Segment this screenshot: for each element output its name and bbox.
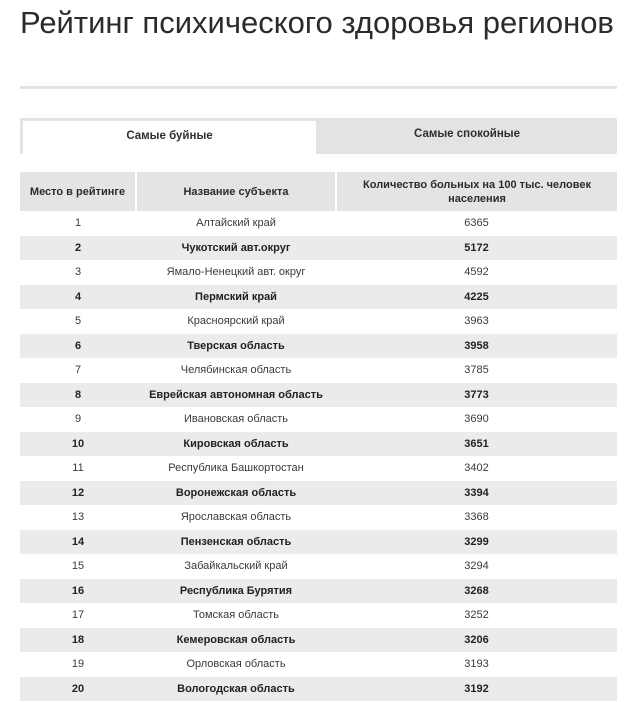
region-name-cell: Республика Бурятия — [136, 579, 336, 604]
table-row — [20, 505, 617, 530]
patient-count-cell: 3958 — [336, 334, 617, 359]
rank-cell: 12 — [20, 481, 136, 506]
patient-count-cell: 3252 — [336, 603, 617, 628]
table-header-row — [20, 172, 617, 211]
region-name-cell: Ярославская область — [136, 505, 336, 530]
rank-cell: 1 — [20, 211, 136, 236]
patient-count-cell: 3206 — [336, 628, 617, 653]
patient-count-cell: 3402 — [336, 456, 617, 481]
table-row — [20, 407, 617, 432]
rank-cell: 13 — [20, 505, 136, 530]
rank-cell: 5 — [20, 309, 136, 334]
patient-count-cell: 6365 — [336, 211, 617, 236]
patient-count-cell: 3963 — [336, 309, 617, 334]
table-body — [20, 211, 617, 701]
region-name-cell: Вологодская область — [136, 677, 336, 702]
table-row — [20, 211, 617, 236]
region-name-cell: Забайкальский край — [136, 554, 336, 579]
patient-count-cell: 3773 — [336, 383, 617, 408]
tab-most-violent[interactable]: Самые буйные — [23, 121, 316, 154]
region-name-cell: Еврейская автономная область — [136, 383, 336, 408]
table-row — [20, 358, 617, 383]
table-row — [20, 260, 617, 285]
table-row — [20, 285, 617, 310]
table-row — [20, 432, 617, 457]
region-name-cell: Ямало-Ненецкий авт. округ — [136, 260, 336, 285]
table-row — [20, 628, 617, 653]
patient-count-cell: 3192 — [336, 677, 617, 702]
rank-cell: 2 — [20, 236, 136, 261]
table-row — [20, 530, 617, 555]
page-title: Рейтинг психического здоровья регионов — [20, 5, 614, 40]
title-divider — [20, 86, 617, 89]
region-name-cell: Пермский край — [136, 285, 336, 310]
patient-count-cell: 3368 — [336, 505, 617, 530]
rank-cell: 17 — [20, 603, 136, 628]
region-name-cell: Красноярский край — [136, 309, 336, 334]
rank-cell: 14 — [20, 530, 136, 555]
table-row — [20, 481, 617, 506]
patient-count-cell: 3394 — [336, 481, 617, 506]
column-header-rank: Место в рейтинге — [20, 172, 136, 211]
patient-count-cell: 4592 — [336, 260, 617, 285]
region-name-cell: Орловская область — [136, 652, 336, 677]
rank-cell: 8 — [20, 383, 136, 408]
rank-cell: 7 — [20, 358, 136, 383]
table-row — [20, 456, 617, 481]
rank-cell: 10 — [20, 432, 136, 457]
table-row — [20, 236, 617, 261]
table-row — [20, 383, 617, 408]
rank-cell: 11 — [20, 456, 136, 481]
table-row — [20, 334, 617, 359]
region-name-cell: Воронежская область — [136, 481, 336, 506]
patient-count-cell: 3299 — [336, 530, 617, 555]
rank-cell: 4 — [20, 285, 136, 310]
rank-cell: 6 — [20, 334, 136, 359]
table-row — [20, 652, 617, 677]
patient-count-cell: 3651 — [336, 432, 617, 457]
rank-cell: 9 — [20, 407, 136, 432]
table-row — [20, 309, 617, 334]
region-name-cell: Кировская область — [136, 432, 336, 457]
region-name-cell: Кемеровская область — [136, 628, 336, 653]
rank-cell: 19 — [20, 652, 136, 677]
column-header-patients: Количество больных на 100 тыс. человек населения — [336, 172, 617, 211]
rank-cell: 16 — [20, 579, 136, 604]
patient-count-cell: 3785 — [336, 358, 617, 383]
table-row — [20, 677, 617, 702]
patient-count-cell: 3268 — [336, 579, 617, 604]
patient-count-cell: 4225 — [336, 285, 617, 310]
region-name-cell: Чукотский авт.округ — [136, 236, 336, 261]
rank-cell: 18 — [20, 628, 136, 653]
patient-count-cell: 5172 — [336, 236, 617, 261]
rating-table — [20, 172, 617, 701]
region-name-cell: Республика Башкортостан — [136, 456, 336, 481]
column-header-region: Название субъекта — [136, 172, 336, 211]
table-row — [20, 603, 617, 628]
rank-cell: 15 — [20, 554, 136, 579]
rank-cell: 3 — [20, 260, 136, 285]
region-name-cell: Алтайский край — [136, 211, 336, 236]
rank-cell: 20 — [20, 677, 136, 702]
patient-count-cell: 3294 — [336, 554, 617, 579]
region-name-cell: Томская область — [136, 603, 336, 628]
patient-count-cell: 3690 — [336, 407, 617, 432]
region-name-cell: Тверская область — [136, 334, 336, 359]
table-row — [20, 554, 617, 579]
region-name-cell: Ивановская область — [136, 407, 336, 432]
region-name-cell: Челябинская область — [136, 358, 336, 383]
table-row — [20, 579, 617, 604]
region-name-cell: Пензенская область — [136, 530, 336, 555]
tab-most-calm[interactable]: Самые спокойные — [414, 128, 520, 140]
patient-count-cell: 3193 — [336, 652, 617, 677]
tab-bar — [20, 118, 617, 154]
